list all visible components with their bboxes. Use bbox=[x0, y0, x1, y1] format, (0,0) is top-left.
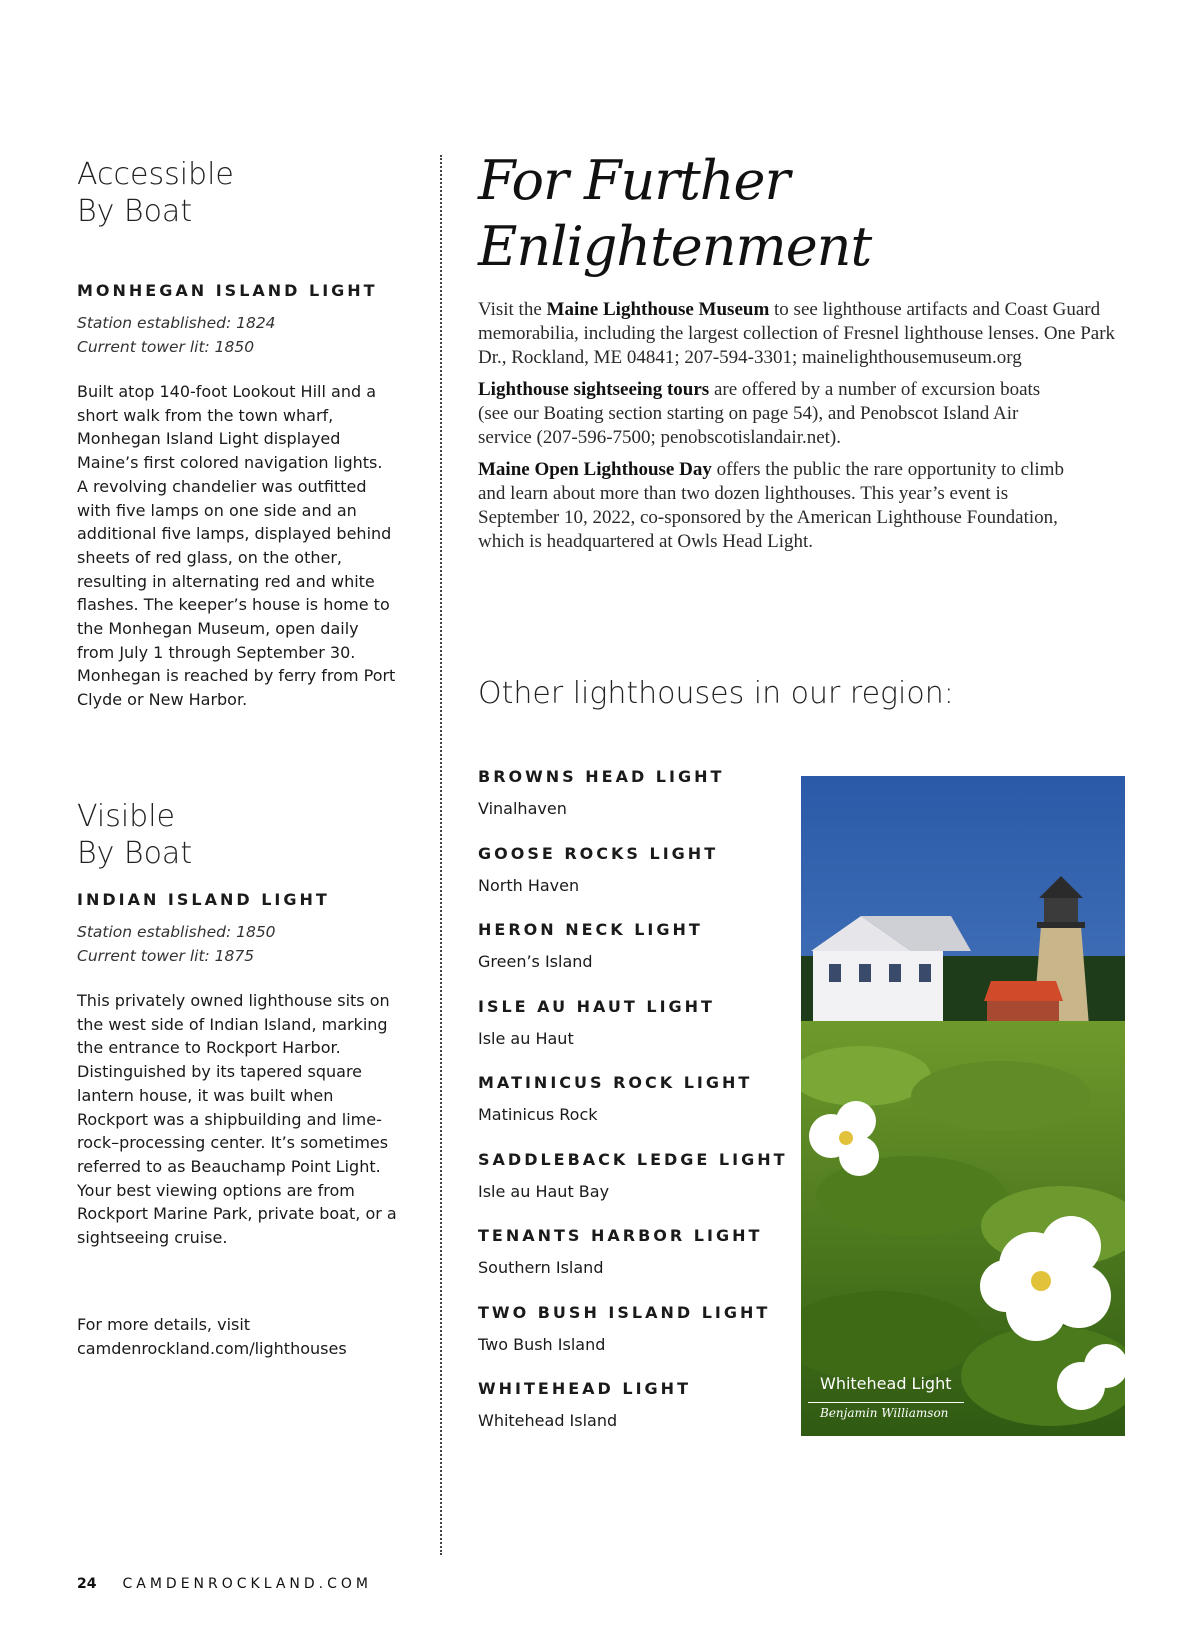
lighthouse-name: MATINICUS ROCK LIGHT bbox=[478, 1073, 753, 1092]
photo-caption-title: Whitehead Light bbox=[820, 1374, 952, 1393]
indian-island-name: INDIAN ISLAND LIGHT bbox=[77, 890, 330, 909]
lighthouse-name: TENANTS HARBOR LIGHT bbox=[478, 1226, 763, 1245]
lighthouse-location: Whitehead Island bbox=[478, 1411, 618, 1430]
accessible-heading: Accessible By Boat bbox=[77, 157, 234, 229]
lighthouse-item bbox=[478, 766, 798, 843]
more-details-link[interactable]: camdenrockland.com/lighthouses bbox=[77, 1338, 347, 1358]
lighthouse-item bbox=[478, 1302, 798, 1379]
whitehead-light-illustration bbox=[801, 776, 1125, 1436]
lighthouse-name: GOOSE ROCKS LIGHT bbox=[478, 843, 719, 863]
lighthouse-location: North Haven bbox=[478, 875, 580, 895]
monhegan-body: Built atop 140-foot Lookout Hill and a short walk from the town wharf, Monhegan Island Light displayed Maine’s first colored navigation lights. A revolving chandelier was outfitted with five lamps on one side and an additional five lamps, displayed behind sheets of red glass, on the other, resulting in alternating red and white flashes. The keeper’s house is home to the Monhegan Museum, open daily from July 1 through September 30. Monhegan is reached by ferry from Port Clyde or New Harbor. bbox=[77, 382, 396, 710]
lighthouse-item bbox=[478, 843, 798, 920]
lighthouse-item bbox=[478, 996, 798, 1073]
lighthouse-location: Southern Island bbox=[478, 1258, 604, 1277]
footer-site[interactable]: CAMDENROCKLAND.COM bbox=[122, 1576, 372, 1592]
page-number: 24 bbox=[77, 1576, 97, 1592]
further-paragraphs bbox=[478, 298, 1128, 554]
lighthouse-item bbox=[478, 1378, 798, 1455]
lighthouse-name: WHITEHEAD LIGHT bbox=[478, 1379, 691, 1398]
lighthouse-name: SADDLEBACK LEDGE LIGHT bbox=[478, 1149, 788, 1169]
lighthouse-name: TWO BUSH ISLAND LIGHT bbox=[478, 1302, 771, 1322]
photo-credit: Benjamin Williamson bbox=[820, 1406, 949, 1420]
lighthouse-item bbox=[478, 1149, 798, 1226]
more-details: For more details, visit camdenrockland.com/lighthouses bbox=[77, 1313, 347, 1360]
whitehead-light-photo bbox=[801, 776, 1125, 1436]
lighthouse-location: Green’s Island bbox=[478, 952, 593, 971]
lighthouse-location: Isle au Haut Bay bbox=[478, 1181, 610, 1201]
lighthouse-location: Isle au Haut bbox=[478, 1028, 574, 1048]
dotted-divider bbox=[440, 155, 442, 1555]
lighthouse-item bbox=[478, 1225, 798, 1302]
visible-heading: Visible By Boat bbox=[77, 799, 193, 871]
monhegan-name: MONHEGAN ISLAND LIGHT bbox=[77, 281, 378, 300]
lighthouse-name: HERON NECK LIGHT bbox=[478, 920, 703, 939]
lighthouse-location: Vinalhaven bbox=[478, 799, 567, 818]
lighthouse-location: Matinicus Rock bbox=[478, 1105, 598, 1124]
lighthouse-list bbox=[478, 766, 798, 1455]
lighthouse-location: Two Bush Island bbox=[478, 1334, 606, 1354]
photo-caption-rule bbox=[808, 1402, 964, 1403]
museum-paragraph: Visit the Maine Lighthouse Museum to see lighthouse artifacts and Coast Guard memorabilia, including the largest collection of Fresnel lighthouse lenses. One Park Dr., Rockland, ME 04841; 207-594-3301; mainelighthousemuseum.org bbox=[478, 299, 1116, 368]
further-title: For Further Enlightenment bbox=[478, 149, 872, 278]
monhegan-meta: Station established: 1824 Current tower lit: 1850 bbox=[77, 314, 276, 356]
lighthouse-name: ISLE AU HAUT LIGHT bbox=[478, 996, 715, 1016]
other-lighthouses-heading: Other lighthouses in our region: bbox=[478, 676, 954, 711]
tours-paragraph: Lighthouse sightseeing tours are offered by a number of excursion boats (see our Boating section starting on page 54), and Penobscot Island Air service (207-596-7500; penobscotislandair.net). bbox=[478, 379, 1041, 448]
indian-island-meta: Station established: 1850 Current tower lit: 1875 bbox=[77, 923, 276, 965]
footer bbox=[77, 1576, 372, 1592]
lighthouse-item bbox=[478, 919, 798, 996]
indian-island-body: This privately owned lighthouse sits on the west side of Indian Island, marking the entrance to Rockport Harbor. Distinguished by its tapered square lantern house, it was built when Rockport was a shipbuilding and lime-rock–processing center. It’s sometimes referred to as Beauchamp Point Light. Your best viewing options are from Rockport Marine Park, private boat, or a sightseeing cruise. bbox=[77, 991, 397, 1248]
lighthouse-name: BROWNS HEAD LIGHT bbox=[478, 767, 725, 786]
open-day-paragraph: Maine Open Lighthouse Day offers the public the rare opportunity to climb and learn about more than two dozen lighthouses. This year’s event is September 10, 2022, co-sponsored by the American Lighthouse Foundation, which is headquartered at Owls Head Light. bbox=[478, 459, 1064, 552]
lighthouse-item bbox=[478, 1072, 798, 1149]
